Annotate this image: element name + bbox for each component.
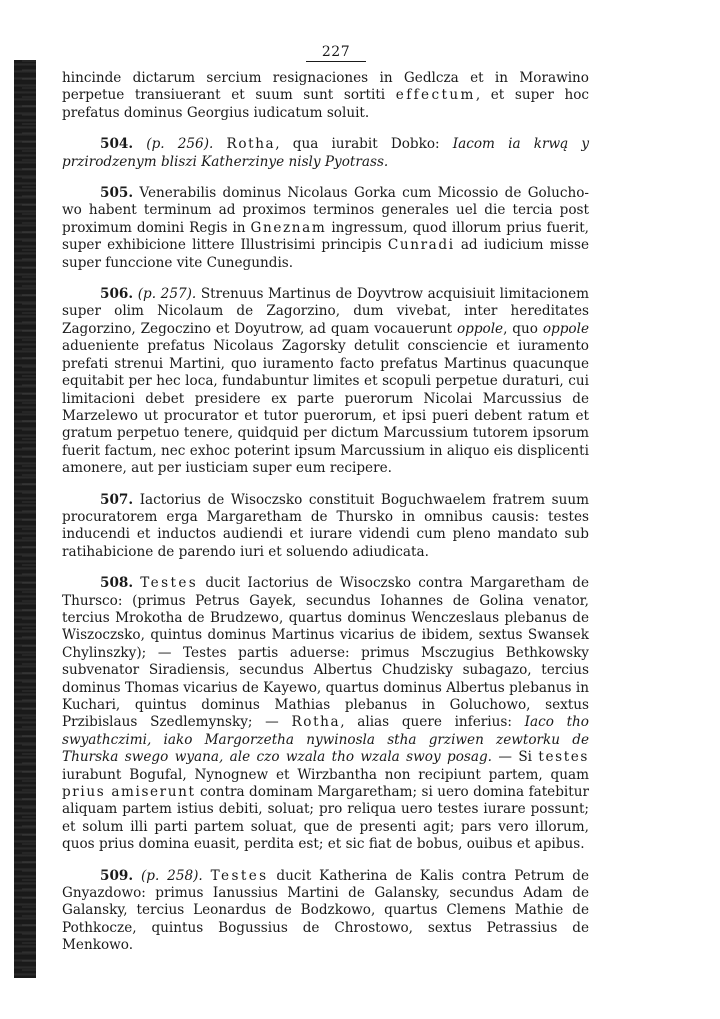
entry-number: 508. [100,575,134,592]
page-reference: (p. 256). [146,136,214,153]
italic-term: oppole [542,320,590,337]
scanned-binding-edge [14,60,36,978]
spaced-word: Gneznam [250,219,327,236]
paragraph-continuation [62,70,589,122]
entry-number: 506. [100,286,134,303]
text-run: ad iudicium misse super funccione vite Cunegundis. [62,237,589,271]
entry-number: 504. [100,136,134,153]
spaced-word: Testes [210,867,269,884]
text-run: ducit Iactorius de Wisoczsko contra Margaretham de Thursco: (primus Petrus Gayek, secundus Iohannes de Golina venator, tercius Mrokotha de Brudzewo, quartus dominus Wenczeslaus plebanus de Wiszoczsko, quintus dominus Martinus vicarius de ibidem, sextus Swansek Chylinszky); — Testes partis aduerse: primus Msczugius Bethkowsky subvenator Siradiensis, secundus Albertus Chudzisky subagazo, tercius dominus Thomas vicarius de Kayewo, quartus dominus Albertus plebanus in Kuchari, quintus dominus Mathias plebanus in Goluchowo, sextus Przibislaus Szedlemynsky; — [62,575,590,731]
text-run: — Si [492,749,539,766]
text-run: Venerabilis dominus Nicolaus Gorka cum Micossio de Golucho-wo habent terminum ad proximos terminos generales uel die tercia post proximum domini Regis in [62,185,589,236]
text-run: ducit Katherina de Kalis contra Petrum de Gnyazdowo: primus Ianussius Martini de Galansky, secundus Adam de Galansky, tercius Leonardus de Bodzkowo, quartus Clemens Mathie de Pothkocze, quintus Bogussius de Chrostowo, sextus Petrassius de Menkowo. [62,867,589,954]
text-run: Iactorius de Wisoczsko constituit Boguchwaelem fratrem suum procuratorem erga Margaretham de Thursko in omnibus causis: testes inducendi et inductos audiendi et iurare videndi cum pleno mandato sub ratihabicione de parendo iuri et soluendo adiudicata. [62,491,589,560]
entry-505 [62,185,589,272]
text-run: hincinde dictarum sercium resignaciones in Gedlcza et in Morawino perpetue transiuerant et suum sunt sortiti [62,70,589,104]
spaced-word: Testes [140,575,199,592]
entry-number: 507. [100,491,134,508]
entry-number: 505. [100,185,134,202]
entry-508 [62,575,589,854]
vernacular-oath: Iacom ia krwą y przirodzenym bliszi Katherzinye nisly Pyotrass. [62,136,590,170]
spaced-word: Rotha [226,136,276,153]
page-number: 227 [306,44,366,62]
document-body [62,70,589,969]
entry-507 [62,492,589,562]
text-run: , quo [503,320,543,337]
entry-504 [62,136,589,171]
text-run: , et super hoc prefatus dominus Georgius iudicatum soluit. [62,87,589,121]
text-run: , alias quere inferius: [340,714,525,731]
text-run: iurabunt Bogufal, Nynognew et Wirzbantha non recipiunt partem, quam [62,766,589,783]
spaced-word: prius amiserunt [62,784,196,801]
vernacular-oath: Iaco tho swyathczimi, iako Margorzetha nywinosla stha grziwen zewtorku de Thurska swego wyana, ale czo wzala tho wzala swoy posag. [62,714,589,766]
text-run: , qua iurabit Dobko: [275,136,453,153]
spaced-word: Rotha [291,714,341,731]
spaced-word: Cunradi [387,237,455,254]
text-run: Strenuus Martinus de Doyvtrow acquisiuit limitacionem super olim Nicolaum de Zagorzino, dum vivebat, inter hereditates Zagorzino, Zegoczino et Doyutrow, ad quam vocauerunt [62,286,590,337]
entry-number: 509. [100,867,134,884]
spaced-word: effectum [395,87,476,104]
text-run: contra dominam Margaretham; si uero domina fatebitur aliquam partem istius debiti, soluat; pro reliqua uero testes iurare possunt; et solum illi parti partem soluat, que de presenti agit; pars vero illorum, quos prius domina euasit, perdita est; et sic fiat de bobus, ouibus et apibus. [62,784,589,853]
entry-509 [62,868,589,955]
spaced-word: testes [538,749,589,766]
page-reference: (p. 257). [137,286,197,303]
italic-term: oppole [456,320,504,337]
entry-506 [62,286,589,477]
text-run: adueniente prefatus Nicolaus Zagorsky detulit consciencie et iuramento prefati strenui Martini, quo iuramento facto prefatus Martinus quacunque equitabit per hec loca, fundabuntur limites et scopuli perpetue duraturi, cui limitacioni debet presidere ex parte puerorum Nicolai Marcussius de Marzelewo ut procurator et tutor puerorum, et ipsi pueri debent ratum et gratum perpetuo tenere, quidquid per dictum Marcussium tutorem ipsorum fuerit factum, nec exhoc poterint ipsum Marcussium in aliquo eis displicenti amonere, aut per iusticiam super eum recipere. [62,338,589,477]
text-run: ingressum, quod illorum prius fuerit, super exhibicione littere Illustrisimi principis [62,219,590,254]
page-reference: (p. 258). [140,867,203,884]
